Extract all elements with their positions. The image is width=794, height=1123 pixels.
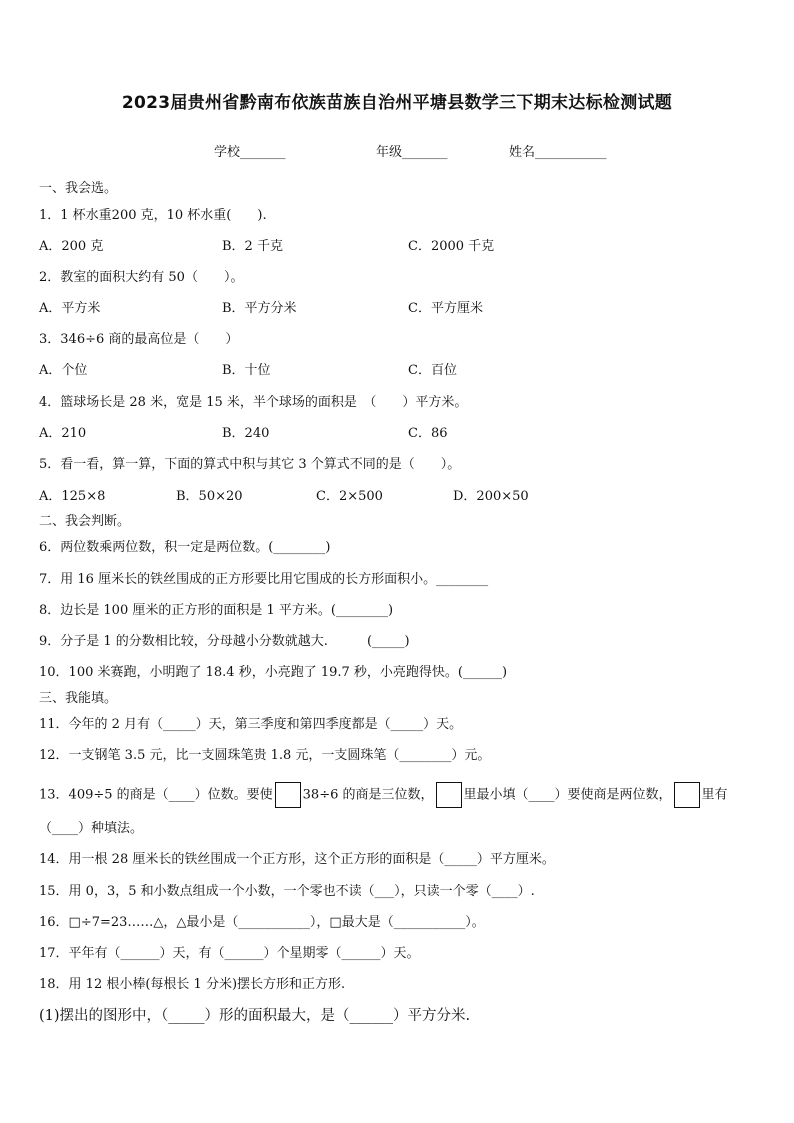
- question-7: 7．用 16 厘米长的铁丝围成的正方形要比用它围成的长方形面积小。________: [39, 572, 489, 587]
- q13-blank-box-1: [275, 782, 301, 808]
- question-14: 14．用一根 28 厘米长的铁丝围成一个正方形，这个正方形的面积是（_____）平方厘米。: [39, 852, 555, 867]
- section-heading-1: 一、我会选。: [39, 181, 118, 196]
- q13-part-4: 里有: [701, 787, 728, 803]
- school-field: 学校_______: [214, 145, 286, 160]
- q4-option-c: C．86: [408, 426, 448, 441]
- q2-option-c: C．平方厘米: [408, 301, 483, 316]
- q4-option-a: A．210: [39, 426, 87, 441]
- q5-option-d: D．200×50: [453, 489, 529, 504]
- q5-option-b: B．50×20: [176, 489, 243, 504]
- q5-option-c: C．2×500: [316, 489, 383, 504]
- question-17: 17．平年有（______）天，有（______）个星期零（______）天。: [39, 946, 420, 961]
- question-13: [39, 782, 728, 808]
- section-heading-3: 三、我能填。: [39, 691, 118, 706]
- question-18: 18．用 12 根小棒(每根长 1 分米)摆长方形和正方形.: [39, 977, 346, 992]
- q1-option-c: C．2000 千克: [408, 239, 495, 254]
- q13-blank-box-2: [436, 782, 462, 808]
- question-12: 12．一支钢笔 3.5 元，比一支圆珠笔贵 1.8 元，一支圆珠笔（________）元。: [39, 748, 491, 763]
- q2-option-b: B．平方分米: [222, 301, 297, 316]
- section-heading-2: 二、我会判断。: [39, 514, 131, 529]
- question-3: 3．346÷6 商的最高位是（ ）: [39, 332, 239, 347]
- q13-part-2: 38÷6 的商是三位数，: [302, 787, 434, 803]
- q2-option-a: A．平方米: [39, 301, 101, 316]
- question-10: 10．100 米赛跑，小明跑了 18.4 秒，小亮跑了 19.7 秒，小亮跑得快。(______): [39, 665, 508, 680]
- question-18-part-1: (1)摆出的图形中，（_____）形的面积最大，是（______）平方分米.: [39, 1008, 471, 1024]
- question-4: 4．篮球场长是 28 米，宽是 15 米，半个球场的面积是 （ ）平方米。: [39, 395, 468, 410]
- q3-option-c: C．百位: [408, 363, 457, 378]
- question-16: 16．□÷7=23……△，△最小是（___________），□最大是（___________）。: [39, 915, 485, 930]
- page-title: 2023届贵州省黔南布依族苗族自治州平塘县数学三下期末达标检测试题: [121, 93, 673, 113]
- question-2: 2．教室的面积大约有 50（ ）。: [39, 270, 244, 285]
- q1-option-b: B．2 千克: [222, 239, 283, 254]
- q3-option-b: B．十位: [222, 363, 271, 378]
- question-1: 1．1 杯水重200 克，10 杯水重( ).: [39, 208, 267, 223]
- q13-part-1: 13．409÷5 的商是（____）位数。要使: [39, 787, 273, 803]
- name-field: 姓名___________: [509, 145, 607, 160]
- question-13-continued: （____）种填法。: [39, 821, 144, 836]
- q13-part-3: 里最小填（____）要使商是两位数，: [463, 787, 672, 803]
- question-5: 5．看一看，算一算，下面的算式中积与其它 3 个算式不同的是（ ）。: [39, 457, 461, 472]
- q4-option-b: B．240: [222, 426, 270, 441]
- q3-option-a: A．个位: [39, 363, 88, 378]
- q13-blank-box-3: [674, 782, 700, 808]
- question-8: 8．边长是 100 厘米的正方形的面积是 1 平方米。(________): [39, 603, 394, 618]
- question-9: 9．分子是 1 的分数相比较，分母越小分数就越大. (_____): [39, 634, 410, 649]
- grade-field: 年级_______: [376, 145, 448, 160]
- q5-option-a: A．125×8: [39, 489, 106, 504]
- q1-option-a: A．200 克: [39, 239, 104, 254]
- question-6: 6．两位数乘两位数，积一定是两位数。(________): [39, 540, 331, 555]
- question-11: 11．今年的 2 月有（_____）天，第三季度和第四季度都是（_____）天。: [39, 717, 463, 732]
- question-15: 15．用 0，3，5 和小数点组成一个小数，一个零也不读（___），只读一个零（____）.: [39, 884, 535, 899]
